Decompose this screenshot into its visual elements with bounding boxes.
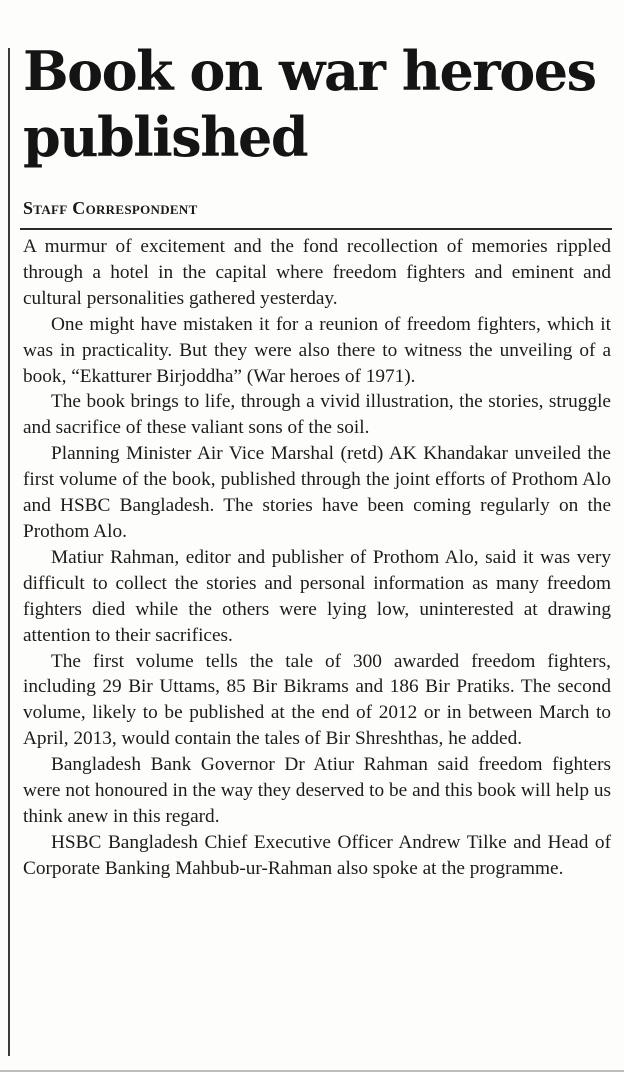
article-paragraph: Matiur Rahman, editor and publisher of Prothom Alo, said it was very difficult to collect the stories and personal information as many freedom fighters died while the others were lying low, uninterested at drawing attention to their sacrifices. [23, 546, 611, 646]
article-paragraph: One might have mistaken it for a reunion of freedom fighters, which it was in practicality. But they were also there to witness the unveiling of a book, “Ekatturer Birjoddha” (War heroes of 1971). [23, 313, 611, 387]
byline: Staff Correspondent [23, 198, 198, 218]
article-paragraph: HSBC Bangladesh Chief Executive Officer Andrew Tilke and Head of Corporate Banking Mahbub-ur-Rahman also spoke at the programme. [23, 831, 611, 879]
article-paragraph: The first volume tells the tale of 300 awarded freedom fighters, including 29 Bir Uttams, 85 Bir Bikrams and 186 Bir Pratiks. The second volume, likely to be published at the end of 2012 or in between March to April, 2013, would contain the tales of Bir Shreshthas, he added. [23, 650, 611, 750]
article-body [23, 234, 611, 882]
byline-divider [20, 228, 612, 230]
headline: Book on war heroes published [23, 39, 596, 169]
article-paragraph: The book brings to life, through a vivid illustration, the stories, struggle and sacrifice of these valiant sons of the soil. [23, 391, 611, 439]
bottom-edge [0, 1070, 624, 1072]
column-rule [8, 48, 10, 1056]
article-paragraph: Bangladesh Bank Governor Dr Atiur Rahman said freedom fighters were not honoured in the way they deserved to be and this book will help us think anew in this regard. [23, 754, 611, 827]
article-paragraph: A murmur of excitement and the fond recollection of memories rippled through a hotel in the capital where freedom fighters and eminent and cultural personalities gathered yesterday. [23, 236, 611, 309]
article-paragraph: Planning Minister Air Vice Marshal (retd) AK Khandakar unveiled the first volume of the book, published through the joint efforts of Prothom Alo and HSBC Bangladesh. The stories have been coming regularly on the Prothom Alo. [23, 443, 611, 542]
